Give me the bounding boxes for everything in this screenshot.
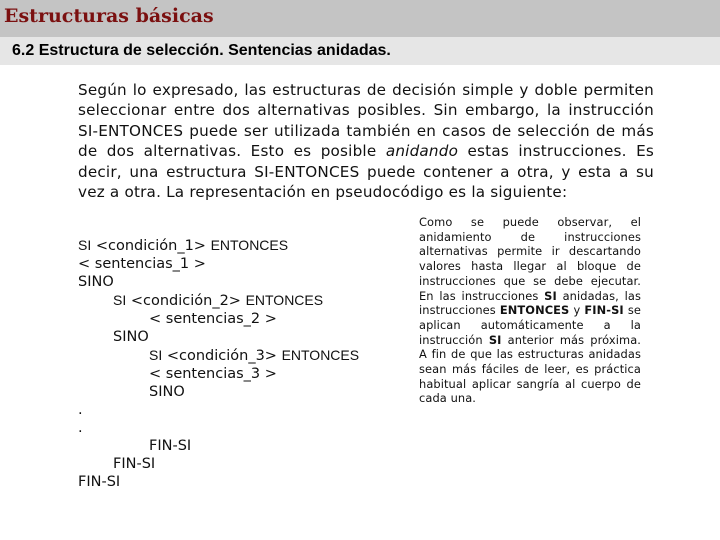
code-line-13: FIN-SI [113, 456, 156, 472]
subtitle-bar [0, 37, 720, 65]
side-note-text: y [569, 303, 585, 318]
side-note-keyword: FIN-SI [584, 303, 624, 318]
side-note [419, 215, 641, 406]
code-condition: <condición_2> [126, 293, 246, 309]
code-keyword: SI [78, 237, 92, 253]
code-keyword: SI [149, 347, 163, 363]
code-condition: <condición_1> [91, 238, 211, 254]
side-note-text: anterior más próxima. A fin de que las estructuras anidadas sean más fáciles de leer, es práctica habitual aplicar sangría al cuerpo de cada una. [419, 332, 641, 406]
code-line-1 [78, 236, 408, 255]
side-note-keyword: SI [544, 288, 557, 303]
side-note-keyword: ENTONCES [499, 303, 570, 318]
code-line-6: SINO [113, 329, 149, 345]
code-line-5: < sentencias_2 > [149, 311, 277, 327]
side-note-text: Como se puede observar, el anidamiento de instrucciones alternativas permite ir descartando valores hasta llegar al bloque de instrucciones que se debe ejecutar. En las instrucciones [419, 215, 641, 303]
code-line-3: SINO [78, 274, 114, 290]
pseudocode-block [78, 236, 408, 491]
intro-text-end: estas instrucciones. Es decir, una estructura SI-ENTONCES puede contener a otra, y esta a su vez a otra. La representación en pseudocódigo es la siguiente: [78, 142, 654, 202]
code-line-14: FIN-SI [78, 474, 121, 490]
title-bar [0, 0, 720, 37]
code-condition: <condición_3> [162, 348, 282, 364]
code-line-4 [78, 291, 408, 310]
code-keyword: ENTONCES [210, 237, 289, 253]
intro-emphasis: anidando [385, 142, 459, 161]
code-line-10: . [78, 402, 83, 418]
code-keyword: SI [113, 292, 127, 308]
code-keyword: ENTONCES [245, 292, 324, 308]
section-heading: 6.2 Estructura de selección. Sentencias anidadas. [12, 42, 391, 59]
slide-title: Estructuras básicas [4, 5, 214, 27]
code-line-11: . [78, 420, 83, 436]
intro-text-start: Según lo expresado, las estructuras de decisión simple y doble permiten seleccionar entre dos alternativas posibles. Sin embargo, la instrucción SI-ENTONCES puede ser utilizada también en casos de selección de más de dos alternativas. Esto es posible [78, 81, 654, 161]
code-line-7 [78, 346, 408, 365]
code-keyword: ENTONCES [281, 347, 360, 363]
side-note-keyword: SI [488, 332, 502, 347]
code-line-9: SINO [149, 384, 185, 400]
code-line-12: FIN-SI [149, 438, 192, 454]
code-line-2: < sentencias_1 > [78, 256, 206, 272]
intro-paragraph [78, 80, 654, 202]
code-line-8: < sentencias_3 > [149, 366, 277, 382]
side-note-text: se aplican automáticamente a la instrucción [419, 303, 641, 347]
side-note-text: anidadas, las instrucciones [419, 288, 641, 318]
